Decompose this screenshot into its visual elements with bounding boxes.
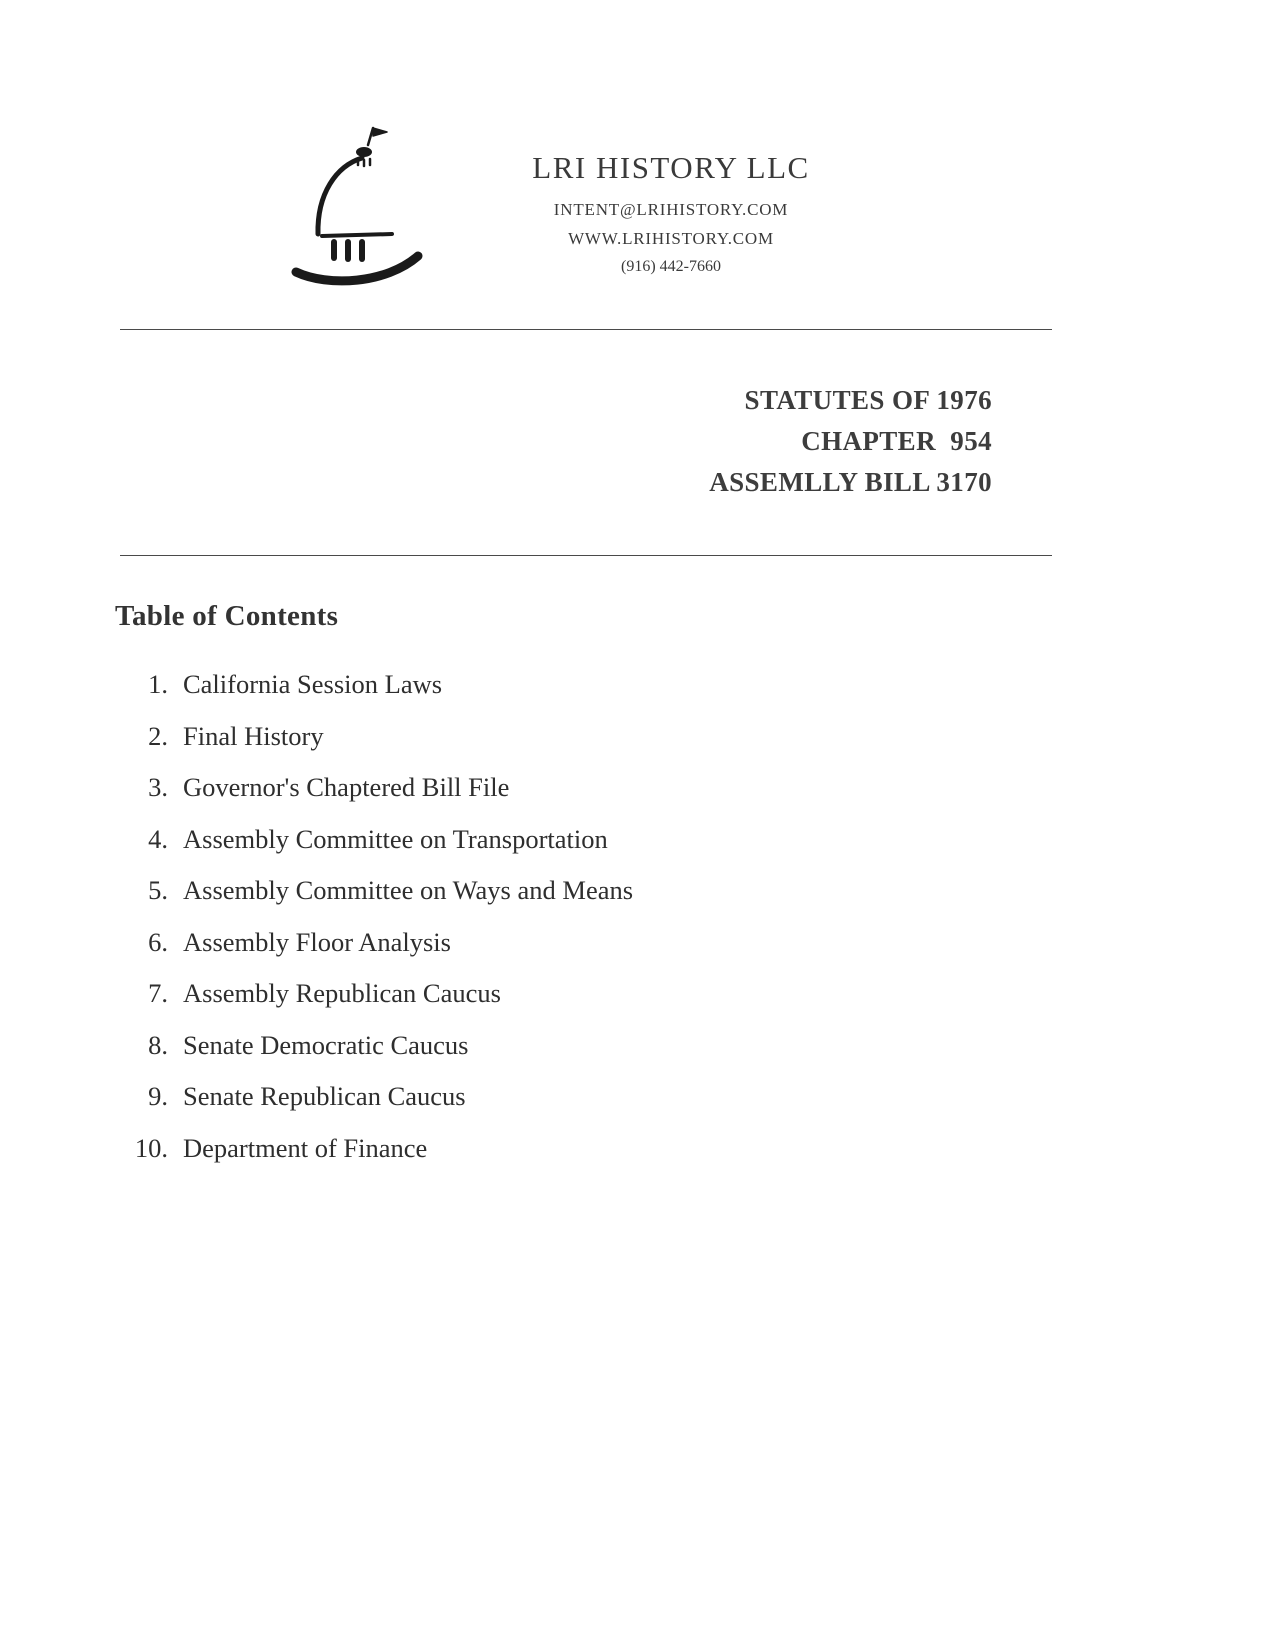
company-logo [288, 122, 438, 287]
divider-bottom [120, 555, 1052, 556]
toc-item-number: 4. [148, 823, 168, 854]
toc-item-label: California Session Laws [183, 669, 443, 700]
toc-item [0, 721, 1276, 752]
toc-item-label: Senate Republican Caucus [183, 1081, 466, 1112]
toc-item-label: Senate Democratic Caucus [183, 1029, 469, 1060]
capitol-dome-icon [288, 122, 438, 287]
toc-item [0, 1081, 1276, 1112]
toc-item [0, 669, 1276, 700]
toc-item-number: 1. [148, 669, 168, 700]
toc-item-number: 5. [148, 875, 168, 906]
company-website: WWW.LRIHISTORY.COM [568, 229, 774, 248]
chapter-line: CHAPTER 954 [801, 426, 992, 457]
toc-heading: Table of Contents [115, 600, 339, 633]
letterhead [288, 0, 1276, 287]
toc-item-label: Department of Finance [183, 1132, 428, 1163]
toc-item-number: 3. [148, 772, 168, 803]
toc-item-number: 2. [148, 720, 168, 751]
toc-item-number: 10. [134, 1132, 168, 1163]
toc-item-label: Assembly Committee on Transportation [183, 823, 608, 854]
toc-item [0, 772, 1276, 803]
toc-item-label: Final History [183, 720, 324, 751]
toc-item [0, 824, 1276, 855]
toc-item-number: 6. [148, 926, 168, 957]
company-phone: (916) 442-7660 [621, 258, 721, 275]
toc-item-number: 7. [148, 978, 168, 1009]
toc-item [0, 1030, 1276, 1061]
company-name: LRI HISTORY LLC [532, 150, 810, 185]
toc-list [0, 669, 1276, 1164]
toc-item-number: 8. [148, 1029, 168, 1060]
toc-item-number: 9. [148, 1081, 168, 1112]
toc-item-label: Assembly Committee on Ways and Means [183, 875, 634, 906]
statutes-line: STATUTES OF 1976 [744, 385, 992, 415]
divider-top [120, 329, 1052, 330]
toc-item-label: Assembly Floor Analysis [183, 926, 451, 957]
bill-line: ASSEMLLY BILL 3170 [709, 467, 992, 498]
toc-item [0, 978, 1276, 1009]
toc-item-label: Assembly Republican Caucus [183, 978, 501, 1009]
letterhead-text [456, 122, 886, 276]
toc-item [0, 875, 1276, 906]
toc-item [0, 1133, 1276, 1164]
toc-item [0, 927, 1276, 958]
company-email: INTENT@LRIHISTORY.COM [553, 200, 789, 219]
statutes-title-block [0, 380, 992, 503]
toc-item-label: Governor's Chaptered Bill File [183, 772, 510, 803]
